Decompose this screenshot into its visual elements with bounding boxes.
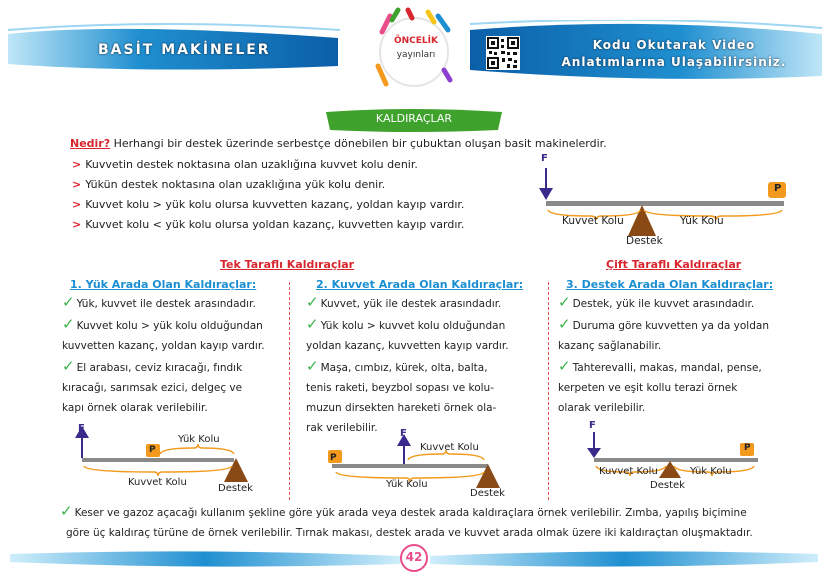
section-title: KALDIRAÇLAR [375,112,453,125]
col3-heading: 3. Destek Arada Olan Kaldıraçlar: [566,278,774,291]
force-label: F [541,153,548,164]
load-label: P [330,453,337,463]
check-icon: ✓ [558,315,571,333]
check-icon: ✓ [306,357,319,375]
col2-body: ✓ Kuvvet, yük ile destek arasındadır. ✓ Yük kolu > kuvvet kolu olduğundan yoldan kazanç, kuvvetten kayıp vardır. ✓ Maşa, cımbız, kürek, olta, balta, tenis raketi, beyzbol sopası ve kolu- muzun dirsekten hareketi örnek ola- rak verilebilir. [306,293,509,434]
check-icon: ✓ [306,293,319,311]
check-icon: ✓ [60,502,73,520]
load-arm-label: Yük Kolu [680,215,724,227]
header-title: BASİT MAKİNELER [98,42,271,58]
fulcrum-label: Destek [470,488,505,499]
force-label: F [78,423,85,434]
col2-heading: 2. Kuvvet Arada Olan Kaldıraçlar: [316,278,524,291]
logo-subtitle: yayınları [396,50,436,60]
force-arm-label: Kuvvet Kolu [599,466,658,477]
load-arm-label: Yük Kolu [386,479,428,490]
column-divider [289,282,290,500]
load-arm-label: Yük Kolu [690,466,732,477]
check-icon: ✓ [558,293,571,311]
intro-point: > Kuvvetin destek noktasına olan uzaklığına kuvvet kolu denir. [72,158,418,171]
load-label: P [744,443,751,453]
force-label: F [400,428,407,439]
force-arm-label: Kuvvet Kolu [420,442,479,453]
force-arm-label: Kuvvet Kolu [562,215,624,227]
footer-note-line2: göre üç kaldıraç türüne de örnek verilebilir. Tırnak makası, destek arada ve kuvvet arada olmak üzere iki kaldıraçtan oluşmaktadır. [66,527,753,539]
load-label: P [774,183,782,194]
check-icon: ✓ [62,357,75,375]
lever-diagram-intro [530,150,810,250]
col1-body: ✓ Yük, kuvvet ile destek arasındadır. ✓ Kuvvet kolu > yük kolu olduğundan kuvvetten kazanç, yoldan kayıp vardır. ✓ El arabası, ceviz kıracağı, fındık kıracağı, sarımsak ezici, delgeç ve kapı örnek olarak verilebilir. [62,293,265,414]
page-number: 42 [405,550,423,564]
check-icon: ✓ [558,357,571,375]
definition-line [70,137,607,151]
fulcrum-label: Destek [218,483,253,494]
fulcrum-label: Destek [650,480,685,491]
single-sided-title: Tek Taraflı Kaldıraçlar [220,258,355,271]
intro-point: > Yükün destek noktasına olan uzaklığına yük kolu denir. [72,178,386,191]
column-divider [548,282,549,500]
qr-code-icon[interactable] [486,36,520,70]
video-note-line2: Anlatımlarına Ulaşabilirsiniz. [561,55,787,69]
check-icon: ✓ [306,315,319,333]
check-icon: ✓ [62,315,75,333]
check-icon: ✓ [62,293,75,311]
double-sided-title: Çift Taraflı Kaldıraçlar [606,258,742,271]
logo-brand: ÖNCELİK [394,36,438,46]
video-note-line1: Kodu Okutarak Video [592,38,756,52]
force-arm-label: Kuvvet Kolu [128,477,187,488]
footer-note-line1: ✓ Keser ve gazoz açacağı kullanım şekline göre yük arada veya destek arada kaldıraçlara örnek verilebilir. Zımba, yapılış biçimine [60,502,747,520]
col1-heading: 1. Yük Arada Olan Kaldıraçlar: [70,278,257,291]
load-label: P [149,445,156,455]
definition-label: Nedir? [70,137,111,150]
force-label: F [589,420,596,431]
load-arm-label: Yük Kolu [178,434,220,445]
fulcrum-label: Destek [626,235,663,247]
col3-body: ✓ Destek, yük ile kuvvet arasındadır. ✓ Duruma göre kuvvetten ya da yoldan kazanç sağlanabilir. ✓ Tahterevalli, makas, mandal, pense, kerpeten ve eşit kollu terazi örnek olarak verilebilir. [558,293,769,414]
intro-point: > Kuvvet kolu < yük kolu olursa yoldan kazanç, kuvvetten kayıp vardır. [72,218,465,231]
intro-point: > Kuvvet kolu > yük kolu olursa kuvvetten kazanç, yoldan kayıp vardır. [72,198,465,211]
definition-text: Herhangi bir destek üzerinde serbestçe dönebilen bir çubuktan oluşan basit makinelerdir. [113,137,607,150]
